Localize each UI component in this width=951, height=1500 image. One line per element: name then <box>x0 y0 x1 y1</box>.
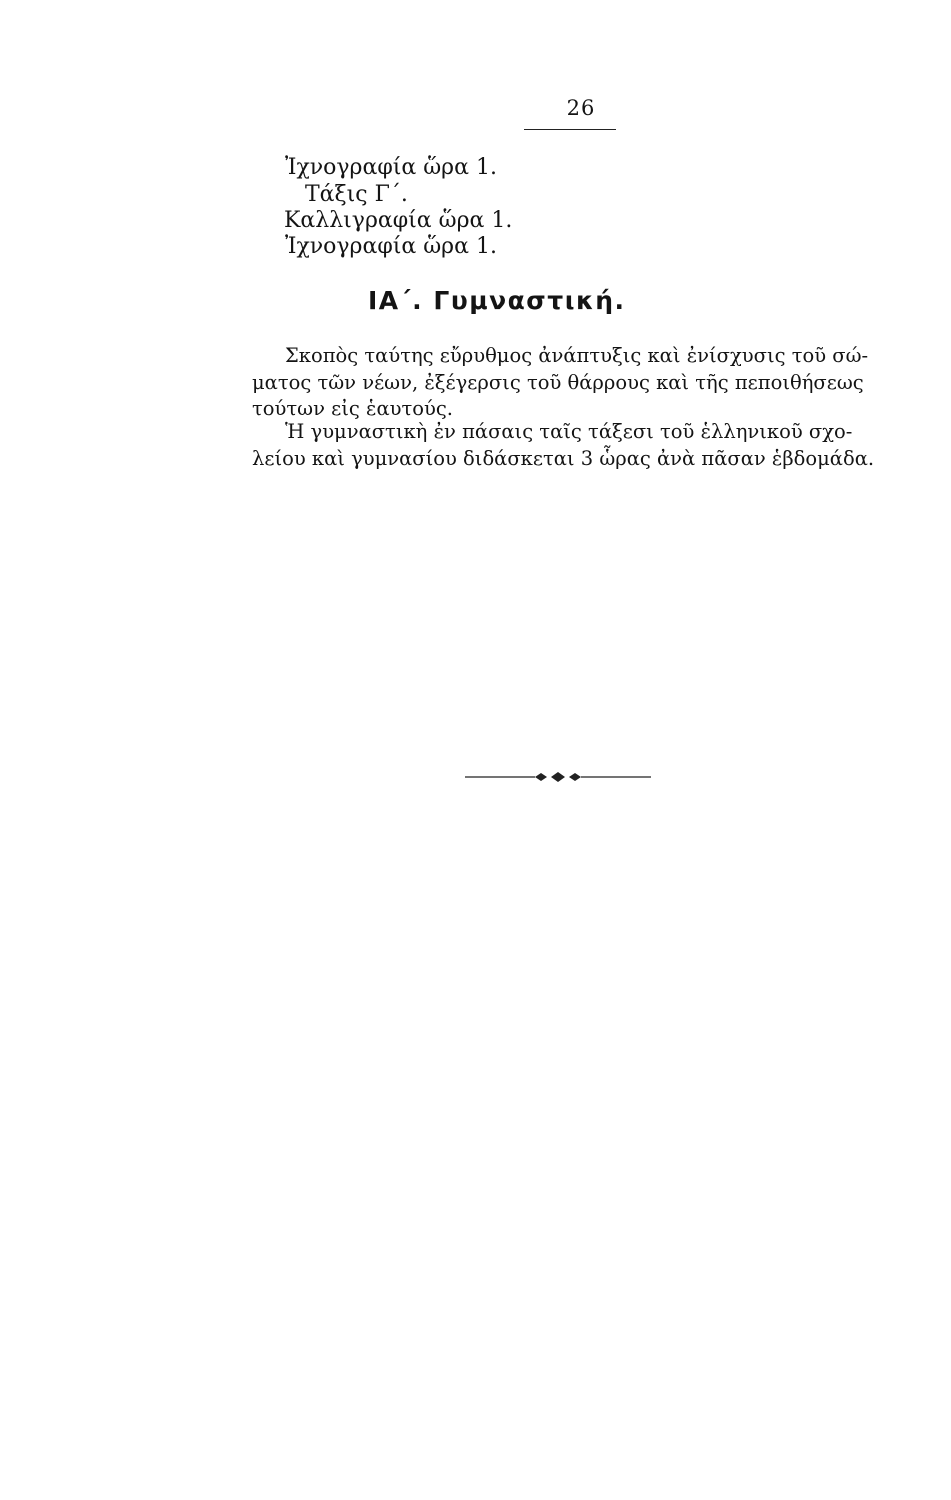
schedule-line-drawing-1: Ἰχνογραφία ὥρα 1. <box>285 155 497 180</box>
section-heading: ΙΑ΄. Γυμναστική. <box>368 286 626 315</box>
page-number-rule <box>524 129 616 130</box>
end-ornament <box>465 769 651 785</box>
ornament-diamond-center <box>551 772 565 782</box>
paragraph-hours-line-1: Ἡ γυμναστικὴ ἐν πάσαις ταῖς τάξεσι τοῦ ἑλληνικοῦ σχο- <box>285 420 853 443</box>
paragraph-hours-line-2: λείου καὶ γυμνασίου διδάσκεται 3 ὧρας ἀνὰ πᾶσαν ἑβδομάδα. <box>252 447 875 470</box>
paragraph-purpose-line-1: Σκοπὸς ταύτης εὔρυθμος ἀνάπτυξις καὶ ἐνίσχυσις τοῦ σώ- <box>285 344 869 367</box>
paragraph-purpose-line-2: ματος τῶν νέων, ἐξέγερσις τοῦ θάρρους καὶ τῆς πεποιθήσεως <box>252 371 864 394</box>
ornament-diamond-left <box>535 773 547 781</box>
schedule-line-calligraphy: Καλλιγραφία ὥρα 1. <box>284 208 513 233</box>
paragraph-purpose-line-3: τούτων εἰς ἑαυτούς. <box>252 397 453 420</box>
schedule-class-heading: Τάξις Γ΄. <box>305 182 408 207</box>
schedule-line-drawing-2: Ἰχνογραφία ὥρα 1. <box>285 234 497 259</box>
page-number: 26 <box>566 96 596 120</box>
ornament-diamond-right <box>569 773 581 781</box>
